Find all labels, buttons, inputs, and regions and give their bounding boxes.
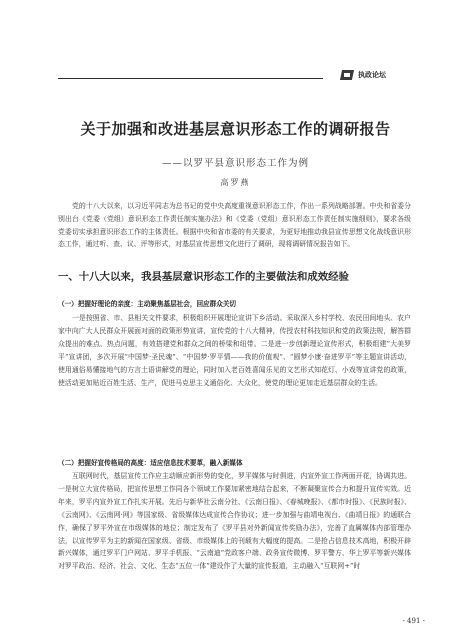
- section-heading: 一、十八大以来，我县基层意识形态工作的主要做法和成效经验: [58, 271, 349, 283]
- section-tag: [340, 67, 386, 82]
- body-paragraph-1: 一是按照省、市、县相关文件要求，积极组织开展理论宣讲下乡活动。采取深入乡村学校、农民田间地头、农户家中向广大人民群众开展面对面的政策形势宣讲，宣传党的十八大精神，传授农村科技知识和党的政策法规，解答群众提出的难点、热点问题，有效搭建党和群众之间的桥梁和纽带。二是进一步创新理论宣传形式，积极组建“大美罗平”宣讲团，多次开展“中国梦·圣民魂”、“中国梦·罗平情——我的价值观”、“圆梦小康·奋进罗平”等主题宣讲活动，使用通俗易懂接地气的方言土语讲解党的理论，同时加入老百姓喜闻乐见的文艺形式知花灯、小戏等宣讲党的政策，使活动更加贴近百姓生活、生产，促进马克思主义通俗化、大众化，使党的理论更加走近基层群众的生活。: [58, 314, 411, 387]
- article-subtitle: ——以罗平县意识形态工作为例: [161, 158, 309, 169]
- section-label: 执政论坛: [358, 70, 386, 79]
- article-title: 关于加强和改进基层意识形态工作的调研报告: [80, 120, 391, 138]
- header-rule: [58, 78, 323, 79]
- book-icon: [340, 68, 354, 82]
- body-paragraph-2: 互联网时代，基层宣传工作应主动顺应新形势的变化，罗平媒体与时俱进，内宣外宣工作两面开花，协调共进。一是树立大宣传格局，把宣传思想工作同各个领域工作要加紧密地结合起来，不断凝聚宣传合力和提升宣传实效。近年来，罗平内宣外宣工作扎实开展。先后与新华社云南分社、《云南日报》、《春城晚报》、《都市时报》、《民族时报》、《云南网》、《云南网·网》等国家级、省级媒体达成宣传合作协议；进一步加强与曲靖电视台、《曲靖日报》的通联合作，确保了罗平外宣在市级媒体的地位；制定发布了《罗平县对外新闻宣传奖励办法》，完善了直属媒体内部管理办法，以宣传罗平为主的新闻在国家级、省级、市级媒体上的刊载有大幅度的提高。二是抢占信息技术高地，积极开辟新兴媒体，通过罗平门户网站、罗平手机报、“云南迪”党政客户端、政务宣传微博、罗平警方、华上罗平等新兴媒体对罗平政治、经济、社会、文化、生态“五位一体”建设作了大量的宣传报道，主动融入“互联网+”时: [58, 472, 411, 571]
- article-author: 高罗燕: [220, 178, 251, 187]
- page-number: - 491 -: [402, 617, 425, 625]
- subsection-heading-1: （一）把握好理论的亲度：主动聚焦基层社会，回应群众关切: [58, 300, 237, 308]
- subsection-heading-2: （二）把握好宣传格局的高度：适应信息技术要革，融入新媒体: [58, 459, 243, 467]
- intro-paragraph: 党的十八大以来，以习近平同志为总书记的党中央高度重视意识形态工作，作出一系列战略部署。中央和省委分别出台《党委（党组）意识形态工作责任制实施办法》和《党委（党组）意识形态工作责任制实施细则》，要求各级党委切实承担意识形态工作的主体责任。根据中央和省市委的有关要求，为更好地推动我县宣传思想文化战线意识形态工作，通过听、查、议、评等形式，对基层宣传思想文化进行了调研，现将调研情况报告如下。: [58, 202, 411, 249]
